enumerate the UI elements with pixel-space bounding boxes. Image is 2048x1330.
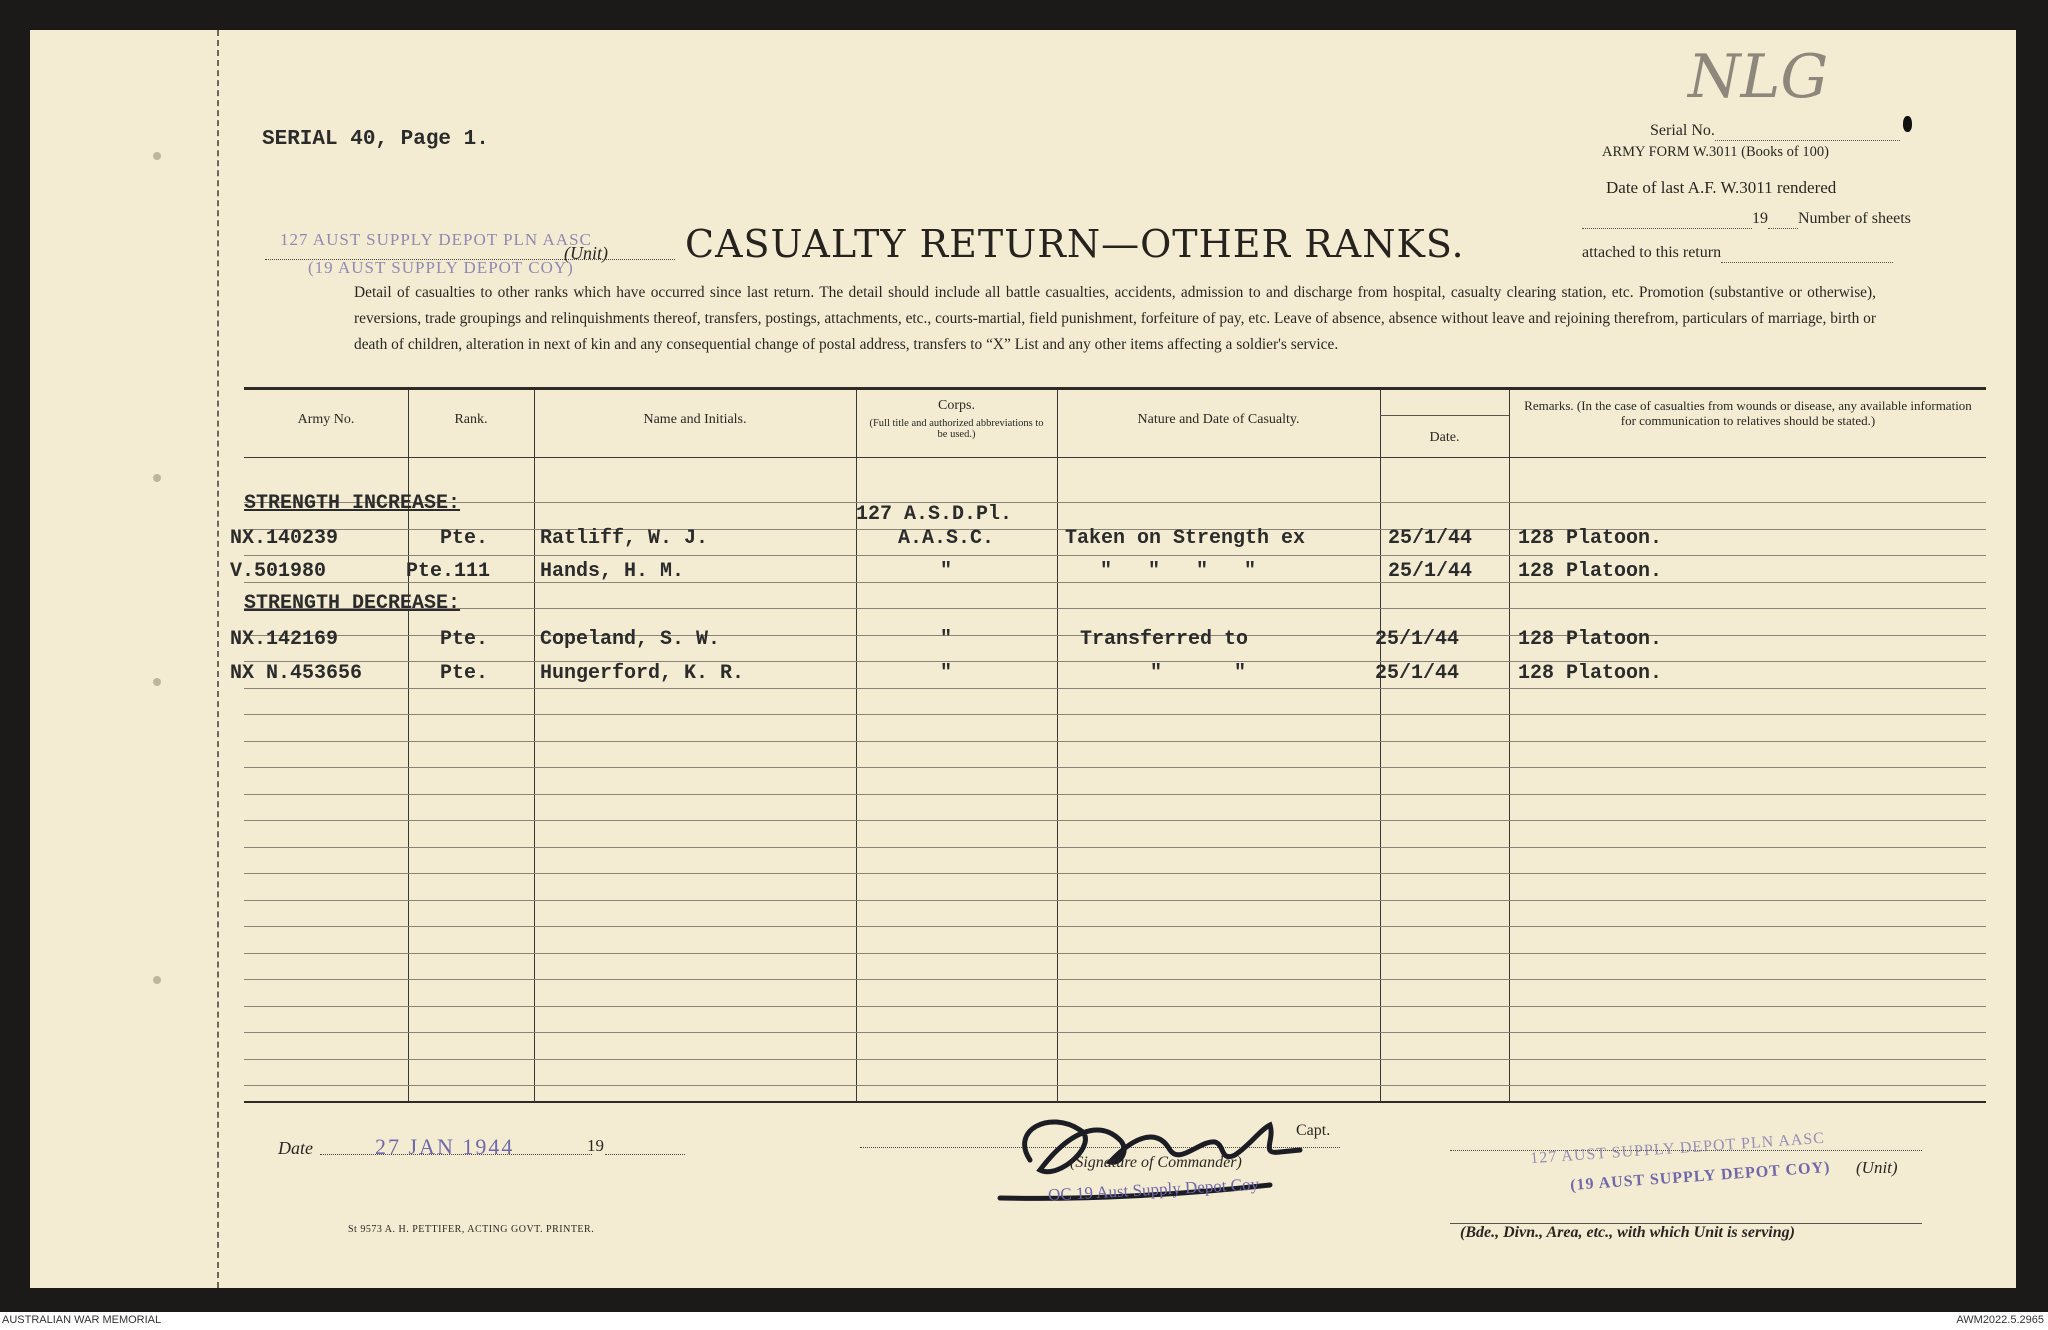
army-form-label: ARMY FORM W.3011 (Books of 100) bbox=[1602, 144, 1829, 160]
row2-rank: Pte.111 bbox=[406, 560, 491, 583]
printer-line: St 9573 A. H. PETTIFER, ACTING GOVT. PRINTER. bbox=[348, 1224, 595, 1235]
col-army-no: Army No. bbox=[297, 412, 355, 427]
date-label: Date bbox=[278, 1138, 313, 1158]
row2-army-no: V.501980 bbox=[230, 560, 327, 583]
date-last-label: Date of last A.F. W.3011 rendered bbox=[1606, 178, 1837, 197]
footer-unit-label: (Unit) bbox=[1856, 1158, 1898, 1177]
row1-nature: Taken on Strength ex bbox=[1065, 527, 1306, 550]
unit-label: (Unit) bbox=[564, 243, 608, 263]
form-instructions: Detail of casualties to other ranks which have occurred since last return. The detail should include all battle casualties, accidents, admission to and discharge from hospital, casualty clearing station, etc. Promotion (substantive or otherwise), reversions, trade groupings and relinquishments thereof, transfers, postings, attachments, etc., courts-martial, field punishment, forfeiture of pay, etc. Leave of absence, absence without leave and rejoining therefrom, particulars of marriage, birth or death of children, alteration in next of kin and any consequential change of postal address, transfers to “X” List and any other items affecting a soldier's service. bbox=[354, 284, 1876, 353]
row3-date: 25/1/44 bbox=[1375, 628, 1460, 651]
ruled-line bbox=[244, 688, 1986, 689]
row1-corps: A.A.S.C. bbox=[898, 527, 995, 550]
col-remarks: Remarks. (In the case of casualties from wounds or disease, any available information for communication to relatives should be stated.) bbox=[1524, 398, 1972, 428]
row2-nature: " " " " bbox=[1100, 560, 1257, 583]
row2-remarks: 128 Platoon. bbox=[1518, 560, 1663, 583]
punch-hole bbox=[153, 474, 161, 482]
ruled-line bbox=[244, 714, 1986, 715]
row3-corps: " bbox=[940, 628, 953, 651]
serial-no-field bbox=[1650, 122, 1900, 141]
ruled-line bbox=[244, 847, 1986, 848]
punch-hole bbox=[153, 678, 161, 686]
corps-line-1: 127 A.S.D.Pl. bbox=[856, 503, 1013, 526]
ruled-line bbox=[244, 953, 1986, 954]
col-corps: Corps. bbox=[938, 398, 975, 413]
perforation-line bbox=[217, 30, 219, 1288]
header-separator bbox=[244, 457, 1986, 458]
ruled-line bbox=[244, 767, 1986, 768]
ruled-line bbox=[244, 900, 1986, 901]
col-nature: Nature and Date of Casualty. bbox=[1137, 412, 1300, 427]
archive-left: AUSTRALIAN WAR MEMORIAL bbox=[2, 1314, 162, 1326]
row1-army-no: NX.140239 bbox=[230, 527, 339, 550]
handwritten-ref: NLG bbox=[1688, 42, 1829, 112]
col-rank: Rank. bbox=[454, 412, 488, 427]
form-title: CASUALTY RETURN—OTHER RANKS. bbox=[685, 222, 1465, 266]
serial-no-label: Serial No. bbox=[1650, 122, 1715, 139]
archive-right: AWM2022.5.2965 bbox=[1956, 1314, 2044, 1326]
row1-remarks: 128 Platoon. bbox=[1518, 527, 1663, 550]
date-stamp: 27 JAN 1944 bbox=[375, 1134, 515, 1159]
row3-rank: Pte. bbox=[440, 628, 489, 651]
oc-stamp: OC 19 Aust Supply Depot Coy bbox=[1047, 1174, 1260, 1205]
capt-label: Capt. bbox=[1296, 1122, 1331, 1139]
ruled-line bbox=[244, 741, 1986, 742]
row2-corps: " bbox=[940, 560, 953, 583]
date-last-field bbox=[1582, 210, 1911, 229]
punch-hole bbox=[153, 152, 161, 160]
row4-name: Hungerford, K. R. bbox=[540, 662, 745, 685]
bde-label: (Bde., Divn., Area, etc., with which Unit is serving) bbox=[1460, 1224, 1795, 1241]
punch-hole bbox=[153, 976, 161, 984]
row4-corps: " bbox=[940, 662, 953, 685]
ruled-line bbox=[244, 502, 1986, 503]
serial-line: SERIAL 40, Page 1. bbox=[262, 128, 489, 151]
signature-label: (Signature of Commander) bbox=[1070, 1154, 1242, 1171]
ruled-line bbox=[244, 794, 1986, 795]
section-decrease: STRENGTH DECREASE: bbox=[244, 592, 461, 615]
row3-nature: Transferred to bbox=[1080, 628, 1249, 651]
col-date: Date. bbox=[1429, 430, 1460, 445]
col-name: Name and Initials. bbox=[643, 412, 747, 427]
ruled-line bbox=[244, 1059, 1986, 1060]
ruled-line bbox=[244, 926, 1986, 927]
year-19: 19 bbox=[1752, 210, 1768, 227]
ruled-line bbox=[244, 555, 1986, 556]
col-corps-note: (Full title and authorized abbreviations to be used.) bbox=[869, 418, 1044, 440]
row3-army-no: NX.142169 bbox=[230, 628, 339, 651]
row1-date: 25/1/44 bbox=[1388, 527, 1473, 550]
row3-remarks: 128 Platoon. bbox=[1518, 628, 1663, 651]
row2-date: 25/1/44 bbox=[1388, 560, 1473, 583]
number-of-sheets: Number of sheets bbox=[1798, 210, 1911, 227]
ruled-line bbox=[244, 873, 1986, 874]
archive-strip bbox=[0, 1312, 2048, 1330]
row3-name: Copeland, S. W. bbox=[540, 628, 721, 651]
table-top-rule bbox=[244, 387, 1986, 390]
attached-label: attached to this return bbox=[1582, 244, 1722, 261]
ruled-line bbox=[244, 608, 1986, 609]
ruled-line bbox=[244, 979, 1986, 980]
row1-rank: Pte. bbox=[440, 527, 489, 550]
ruled-line bbox=[244, 1006, 1986, 1007]
ink-blot bbox=[1903, 116, 1912, 132]
unit-stamp-bottom: (19 AUST SUPPLY DEPOT COY) bbox=[308, 258, 574, 277]
footer-year-19: 19 bbox=[587, 1136, 604, 1155]
ruled-line bbox=[244, 1032, 1986, 1033]
footer-unit-stamp-1: 127 AUST SUPPLY DEPOT PLN AASC bbox=[1529, 1129, 1826, 1168]
row2-name: Hands, H. M. bbox=[540, 560, 685, 583]
serial-no-blank bbox=[1715, 122, 1900, 141]
attached-field bbox=[1582, 244, 1893, 263]
row1-name: Ratliff, W. J. bbox=[540, 527, 709, 550]
form-sheet bbox=[30, 30, 2016, 1288]
row4-remarks: 128 Platoon. bbox=[1518, 662, 1663, 685]
row4-rank: Pte. bbox=[440, 662, 489, 685]
row4-army-no: NX N.453656 bbox=[230, 662, 363, 685]
unit-stamp-top: 127 AUST SUPPLY DEPOT PLN AASC bbox=[280, 230, 592, 249]
ruled-line bbox=[244, 661, 1986, 662]
section-increase: STRENGTH INCREASE: bbox=[244, 492, 461, 515]
row4-date: 25/1/44 bbox=[1375, 662, 1460, 685]
footer-unit-stamp-2: (19 AUST SUPPLY DEPOT COY) bbox=[1569, 1158, 1831, 1195]
ruled-line bbox=[244, 820, 1986, 821]
row4-nature: " " bbox=[1150, 662, 1247, 685]
